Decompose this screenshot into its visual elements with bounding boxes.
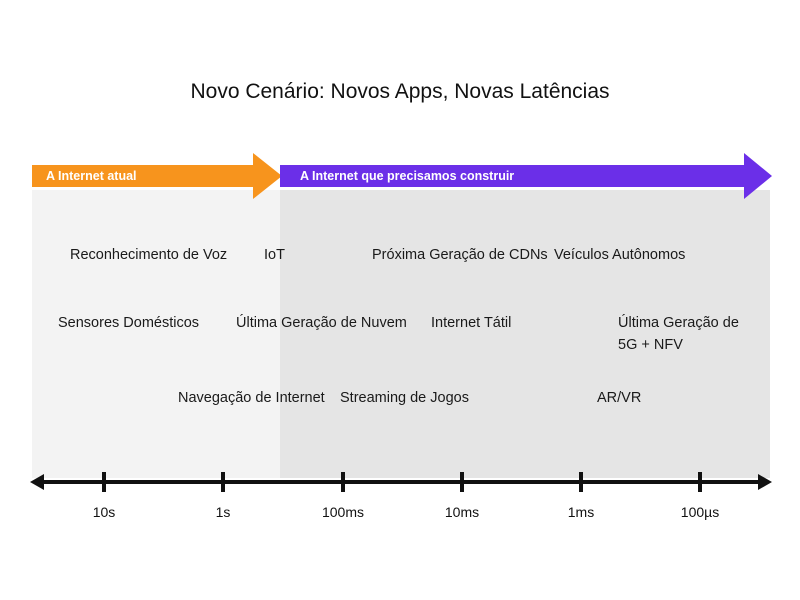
app-ultima-geracao-5g-line2: 5G + NFV <box>618 337 683 353</box>
tick-label-10ms: 10ms <box>444 504 480 520</box>
app-ar-vr: AR/VR <box>597 390 642 406</box>
tick-label-1ms: 1ms <box>567 504 595 520</box>
tick-label-100ms: 100ms <box>321 504 365 520</box>
app-proxima-geracao-cdns: Próxima Geração de CDNs <box>372 247 548 263</box>
axis-right-arrowhead <box>758 474 772 490</box>
axis-left-arrowhead <box>30 474 44 490</box>
app-ultima-geracao-5g-line1: Última Geração de <box>618 315 739 331</box>
tick-label-100us: 100µs <box>680 504 720 520</box>
tick-label-1s: 1s <box>215 504 231 520</box>
app-navegacao-de-internet: Navegação de Internet <box>178 390 325 406</box>
latency-axis <box>30 472 772 492</box>
page-title: Novo Cenário: Novos Apps, Novas Latências <box>190 80 610 103</box>
app-veiculos-autonomos: Veículos Autônomos <box>554 247 686 263</box>
app-iot: IoT <box>264 247 285 263</box>
current-internet-label: A Internet atual <box>46 169 137 183</box>
app-internet-tatil: Internet Tátil <box>431 315 512 331</box>
app-reconhecimento-de-voz: Reconhecimento de Voz <box>70 247 228 263</box>
tick-label-10s: 10s <box>92 504 116 520</box>
app-ultima-geracao-nuvem: Última Geração de Nuvem <box>236 315 407 331</box>
app-sensores-domesticos: Sensores Domésticos <box>58 315 200 331</box>
future-internet-label: A Internet que precisamos construir <box>300 169 515 183</box>
app-streaming-de-jogos: Streaming de Jogos <box>340 390 469 406</box>
